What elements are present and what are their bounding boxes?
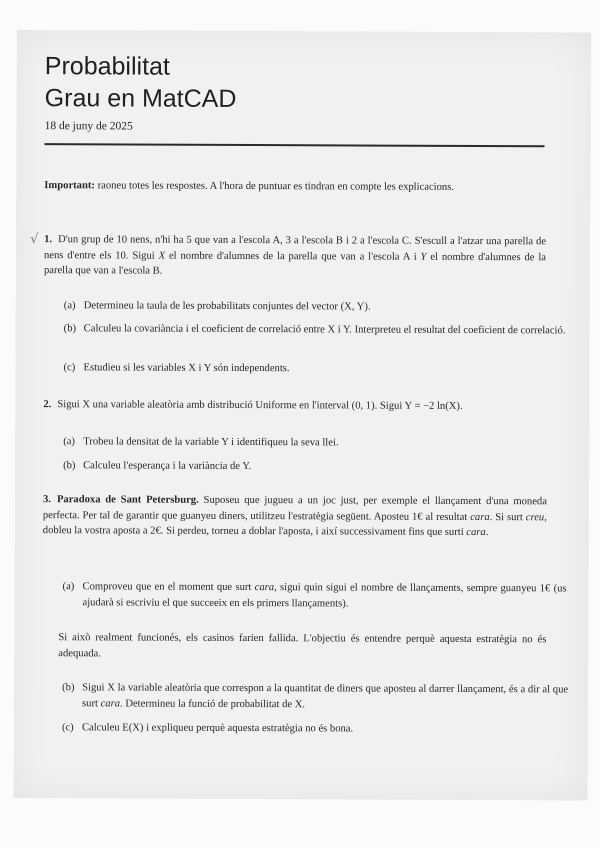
q2a-text: Trobeu la densitat de la variable Y i identifiqueu la seva llei.	[83, 436, 339, 449]
q3c-label: (c)	[61, 722, 74, 734]
important-text: raoneu totes les respostes. A l'hora de puntuar es tindran en compte les explicacions.	[94, 180, 455, 193]
q1b-text: Calculeu la covariància i el coeficient de correlació entre X i Y. Interpreteu el resultat del coeficient de correlació.	[83, 323, 566, 337]
q3-text-4: .	[485, 527, 489, 539]
exam-sheet	[14, 30, 591, 800]
q3b-text-2: . Determineu la funció de probabilitat de X.	[120, 697, 306, 710]
q3a-cara: cara	[254, 582, 275, 594]
q1c-label: (c)	[63, 362, 76, 374]
q1-var-x: X	[158, 250, 166, 262]
important-note	[44, 178, 544, 196]
q1-text-1: D'un grup de 10 nens, n'hi ha 5 que van a l'escola A, 3 a l'escola B i 2 a l'escola C. S'escull a l'atzar una parella de nens d'entre els 10. Sigui	[43, 234, 547, 262]
question-3b	[62, 680, 568, 713]
q3b-label: (b)	[62, 682, 75, 694]
header-divider	[44, 143, 544, 147]
question-3-statement	[43, 492, 547, 541]
q1b-label: (b)	[63, 323, 77, 335]
question-1c	[63, 360, 543, 378]
question-3c	[62, 720, 542, 738]
question-3-middle: Si això realment funcionés, els casinos farien fallida. L'objectiu és entendre perquè aquesta estratègia no és adequada.	[58, 632, 547, 659]
q1c-text: Estudieu si les variables X i Y són independents.	[83, 362, 290, 375]
question-1b	[64, 321, 566, 339]
q2b-text: Calculeu l'esperança i la variància de Y.	[83, 460, 252, 473]
q2b-label: (b)	[63, 460, 76, 472]
q2-text: Sigui X una variable aleatòria amb distribució Uniforme en l'interval (0, 1). Sigui Y = −2 ln(X).	[57, 399, 463, 412]
q3-text-3: , dobleu la vostra aposta a 2€. Si perdeu, torneu a doblar l'aposta, i així successivament fins que surti	[42, 511, 547, 538]
question-2-number: 2.	[43, 399, 52, 411]
question-2b	[63, 458, 543, 476]
q3a-label: (a)	[62, 581, 75, 593]
q1-var-y: Y	[420, 251, 427, 263]
question-3a	[62, 579, 566, 612]
q1-text-3: el nombre d'alumnes de la parella que van a l'escola B.	[43, 251, 547, 277]
q3c-text: Calculeu E(X) i expliqueu perquè aquesta estratègia no és bona.	[81, 722, 354, 735]
q1a-label: (a)	[63, 300, 76, 312]
question-3-number: 3.	[42, 494, 51, 506]
q3a-text-1: Comproveu que en el moment que surt	[82, 581, 255, 594]
q3-text-1: Suposeu que jugueu a un joc just, per exemple el llançament d'una moneda perfecta. Per tal de garantir que guanyeu diners, utilitzeu l'estratègia següent. Aposteu 1€ al resultat	[42, 494, 547, 523]
check-mark-icon: √	[30, 232, 39, 248]
q3-cara-2: cara	[466, 526, 486, 539]
q1-text-2: el nombre d'alumnes de la parella que van a l'escola A i	[165, 250, 421, 263]
exam-date: 18 de juny de 2025	[44, 120, 133, 133]
degree-title: Grau en MatCAD	[44, 84, 237, 113]
course-title: Probabilitat	[44, 52, 170, 81]
important-label: Important:	[44, 180, 95, 192]
q2a-label: (a)	[63, 436, 75, 448]
q3-creu: creu	[525, 511, 545, 523]
question-2-statement	[43, 397, 545, 415]
q3b-cara: cara	[100, 697, 121, 709]
q3-text-2: . Si surt	[489, 511, 526, 523]
q1a-text: Determineu la taula de les probabilitats conjuntes del vector (X, Y).	[83, 300, 371, 313]
question-2a	[63, 434, 543, 452]
q3b-text-1: Sigui X la variable aleatòria que correspon a la quantitat de diners que aposteu al darrer llançament, és a dir al que surt	[82, 682, 569, 709]
q3-cara-1: cara	[470, 511, 490, 523]
question-1-statement	[44, 232, 546, 281]
q3a-text-2: , sigui quin sigui el nombre de llançaments, sempre guanyeu 1€ (us ajudarà si escriviu el que succeeix en els primers llançaments).	[82, 582, 567, 609]
question-1a	[64, 298, 544, 316]
question-1-number: 1.	[44, 234, 53, 246]
q3-title: Paradoxa de Sant Petersburg.	[56, 494, 199, 506]
